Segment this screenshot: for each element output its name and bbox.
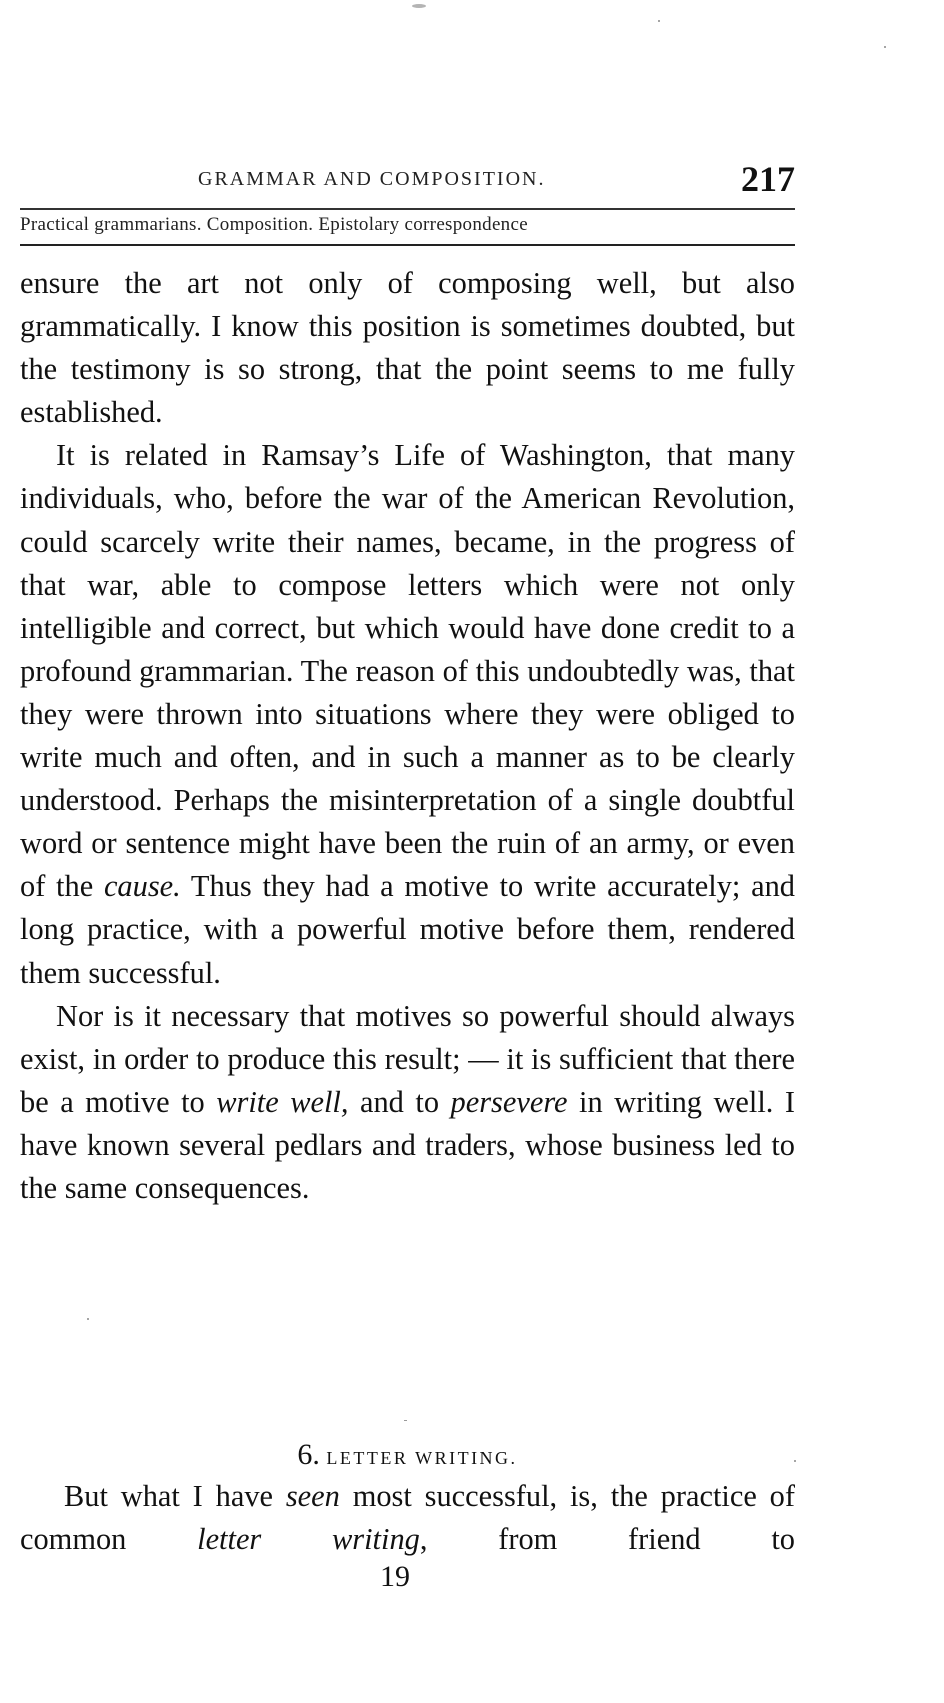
paragraph-text: ensure the art not only of composing well, but also grammatically. I know this position is sometimes doubted, but the testimony is so strong, that the point seems to me fully established. [20, 266, 795, 430]
paragraph-text: Nor is it necessary that motives so powerful should always exist, in order to produce this result; — it is sufficient that there be a motive to [20, 998, 795, 1119]
paragraph-text: Thus they had a motive to write accurately; and long practice, with a powerful motive before them, rendered them successful. [20, 869, 795, 990]
header-rule-bottom [20, 244, 795, 246]
print-speck [87, 1318, 89, 1320]
paragraph-text: But what I have [64, 1479, 286, 1513]
paragraph [20, 995, 795, 1210]
main-text [20, 262, 795, 1210]
emphasis-text: cause. [103, 869, 181, 904]
paragraph [20, 262, 795, 434]
header-rule-top [20, 208, 795, 210]
section-heading [20, 1438, 795, 1472]
emphasis-text: persevere [450, 1084, 568, 1119]
section-paragraph [20, 1475, 795, 1561]
running-title: GRAMMAR AND COMPOSITION. [198, 168, 546, 190]
chapter-subhead: Practical grammarians. Composition. Epistolary correspondence [20, 214, 528, 235]
paragraph-text: , from friend to [419, 1522, 795, 1557]
running-head [20, 158, 795, 202]
emphasis-text: write well, [216, 1084, 349, 1119]
emphasis-text: letter writing [197, 1522, 420, 1557]
paragraph [20, 434, 795, 994]
paragraph-text: and to [348, 1084, 451, 1119]
print-speck [658, 20, 660, 22]
section-divider-mark [404, 1420, 407, 1421]
section-title: LETTER WRITING. [326, 1448, 518, 1468]
paragraph-text: in writing well. I have known several pedlars and traders, whose business led to the same consequences. [20, 1084, 796, 1205]
section-number: 6. [297, 1438, 320, 1471]
emphasis-text: seen [285, 1479, 340, 1513]
signature-mark: 19 [380, 1560, 410, 1593]
print-speck [884, 46, 886, 48]
print-speck [412, 4, 426, 8]
paragraph-text: It is related in Ramsay’s Life of Washington, that many individuals, who, before the war of the American Revolution, could scarcely write their names, became, in the progress of that war, able to compose letters which were not only intelligible and correct, but which would have done credit to a profound grammarian. The reason of this undoubtedly was, that they were thrown into situations where they were obliged to write much and often, and in such a manner as to be clearly understood. Perhaps the misinterpretation of a single doubtful word or sentence might have been the ruin of an army, or even of the [20, 438, 795, 904]
page-number: 217 [741, 159, 795, 199]
paragraph-text: most successful, is, the practice of common [20, 1479, 795, 1557]
